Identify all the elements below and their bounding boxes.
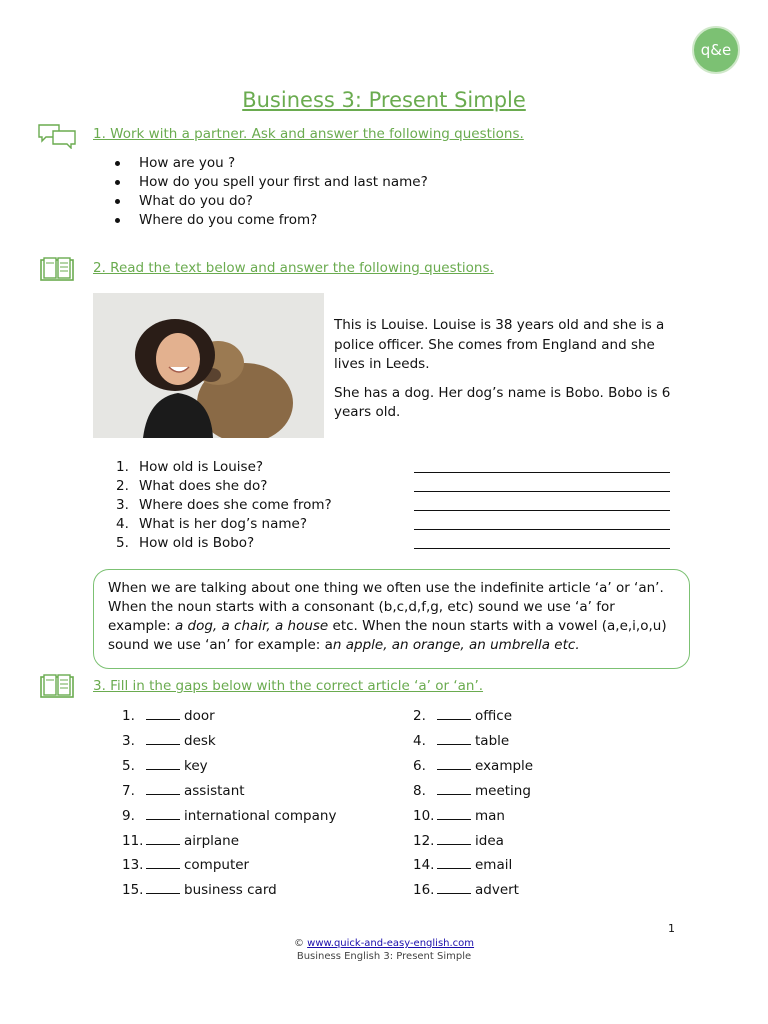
note-text: etc. When the noun starts with a vowel (a,e,i,o,u) sound we use ‘an’ for example: a [108,618,667,653]
gap-number: 1. [122,708,135,724]
gap-word: business card [184,882,277,898]
copyright-symbol: © [293,938,304,949]
gap-blank[interactable] [437,757,471,770]
gap-blank[interactable] [146,881,180,894]
gap-word: email [475,857,513,873]
gap-number: 6. [413,758,426,774]
gap-item [413,832,504,852]
gap-word: advert [475,882,519,898]
gap-blank[interactable] [437,832,471,845]
gap-blank[interactable] [146,732,180,745]
grammar-note-box [93,569,690,669]
gap-number: 4. [413,733,426,749]
question-text: What is her dog’s name? [139,516,308,532]
gap-blank[interactable] [146,856,180,869]
gap-item [122,707,215,727]
gap-blank[interactable] [437,856,471,869]
section3-heading: 3. Fill in the gaps below with the correct article ‘a’ or ‘an’. [93,678,484,694]
gap-item [413,707,512,727]
gap-word: airplane [184,833,240,849]
gap-number: 3. [122,733,135,749]
gap-word: door [184,708,215,724]
gap-number: 7. [122,783,135,799]
reading-paragraph: This is Louise. Louise is 38 years old and she is a police officer. She comes from England and she lives in Leeds. [334,317,665,372]
answer-line[interactable] [414,529,670,530]
section1-heading: 1. Work with a partner. Ask and answer the following questions. [93,126,524,142]
question-row [116,459,676,478]
gap-item [122,757,208,777]
question-text: How old is Bobo? [139,535,255,551]
woman-with-dog-photo [93,293,324,438]
gap-item [122,807,336,827]
question-number: 1. [116,459,129,475]
gap-word: idea [475,833,504,849]
reading-text [334,316,684,432]
gap-item [413,782,531,802]
question-row [116,516,676,535]
gap-item [413,881,519,901]
gap-number: 9. [122,808,135,824]
discussion-questions-list [93,154,428,230]
gap-blank[interactable] [146,807,180,820]
answer-line[interactable] [414,472,670,473]
page-title: Business 3: Present Simple [242,88,526,112]
section2-heading: 2. Read the text below and answer the following questions. [93,260,494,276]
list-item: Where do you come from? [93,211,428,230]
gap-word: desk [184,733,216,749]
speech-bubbles-icon [37,123,77,149]
gap-number: 11. [122,833,144,849]
gap-item [413,807,505,827]
logo-text: q&e [700,41,732,59]
gap-blank[interactable] [146,707,180,720]
gap-number: 14. [413,857,435,873]
gap-word: computer [184,857,250,873]
gap-number: 2. [413,708,426,724]
note-example: n apple, an orange, an umbrella etc. [332,637,580,653]
question-number: 5. [116,535,129,551]
gap-blank[interactable] [437,707,471,720]
question-number: 4. [116,516,129,532]
gap-number: 16. [413,882,435,898]
gap-word: man [475,808,505,824]
gap-word: table [475,733,510,749]
gap-item [413,856,512,876]
gap-item [413,732,509,752]
list-item: What do you do? [93,192,428,211]
gap-word: meeting [475,783,531,799]
gap-item [122,856,249,876]
answer-line[interactable] [414,548,670,549]
question-row [116,478,676,497]
note-example: a dog, a chair, a house [174,618,329,634]
gap-item [122,732,216,752]
note-text: When we are talking about one thing we often use the indefinite article ‘a’ or ‘an’. When the noun starts with a consonant (b,c,d,f,g, etc) sound we use ‘a’ for example: [108,580,664,634]
gap-word: international company [184,808,337,824]
footer-subtitle: Business English 3: Present Simple [296,951,472,962]
question-number: 2. [116,478,129,494]
gap-number: 13. [122,857,144,873]
open-book-icon [40,674,74,700]
gap-number: 5. [122,758,135,774]
question-row [116,497,676,516]
gap-word: key [184,758,208,774]
list-item: How do you spell your first and last name? [93,173,428,192]
gap-blank[interactable] [437,881,471,894]
question-row [116,535,676,554]
gap-number: 8. [413,783,426,799]
question-text: Where does she come from? [139,497,332,513]
question-text: What does she do? [139,478,268,494]
reading-paragraph: She has a dog. Her dog’s name is Bobo. Bobo is 6 years old. [334,384,671,420]
question-number: 3. [116,497,129,513]
qe-logo [692,26,740,74]
gap-blank[interactable] [146,757,180,770]
gap-word: example [475,758,534,774]
gap-word: office [475,708,513,724]
gap-number: 10. [413,808,435,824]
list-item: How are you ? [93,154,428,173]
gap-word: assistant [184,783,245,799]
footer-copyright [0,938,768,949]
gap-item [413,757,533,777]
gap-number: 12. [413,833,435,849]
website-link[interactable]: www.quick-and-easy-english.com [307,938,475,949]
answer-line[interactable] [414,510,670,511]
gap-blank[interactable] [437,807,471,820]
gap-item [122,881,277,901]
gap-number: 15. [122,882,144,898]
answer-line[interactable] [414,491,670,492]
gap-blank[interactable] [437,732,471,745]
gap-item [122,832,239,852]
gap-blank[interactable] [146,832,180,845]
gap-item [122,782,245,802]
gap-blank[interactable] [146,782,180,795]
gap-blank[interactable] [437,782,471,795]
page-number: 1 [668,922,675,935]
question-text: How old is Louise? [139,459,264,475]
open-book-icon [40,257,74,283]
